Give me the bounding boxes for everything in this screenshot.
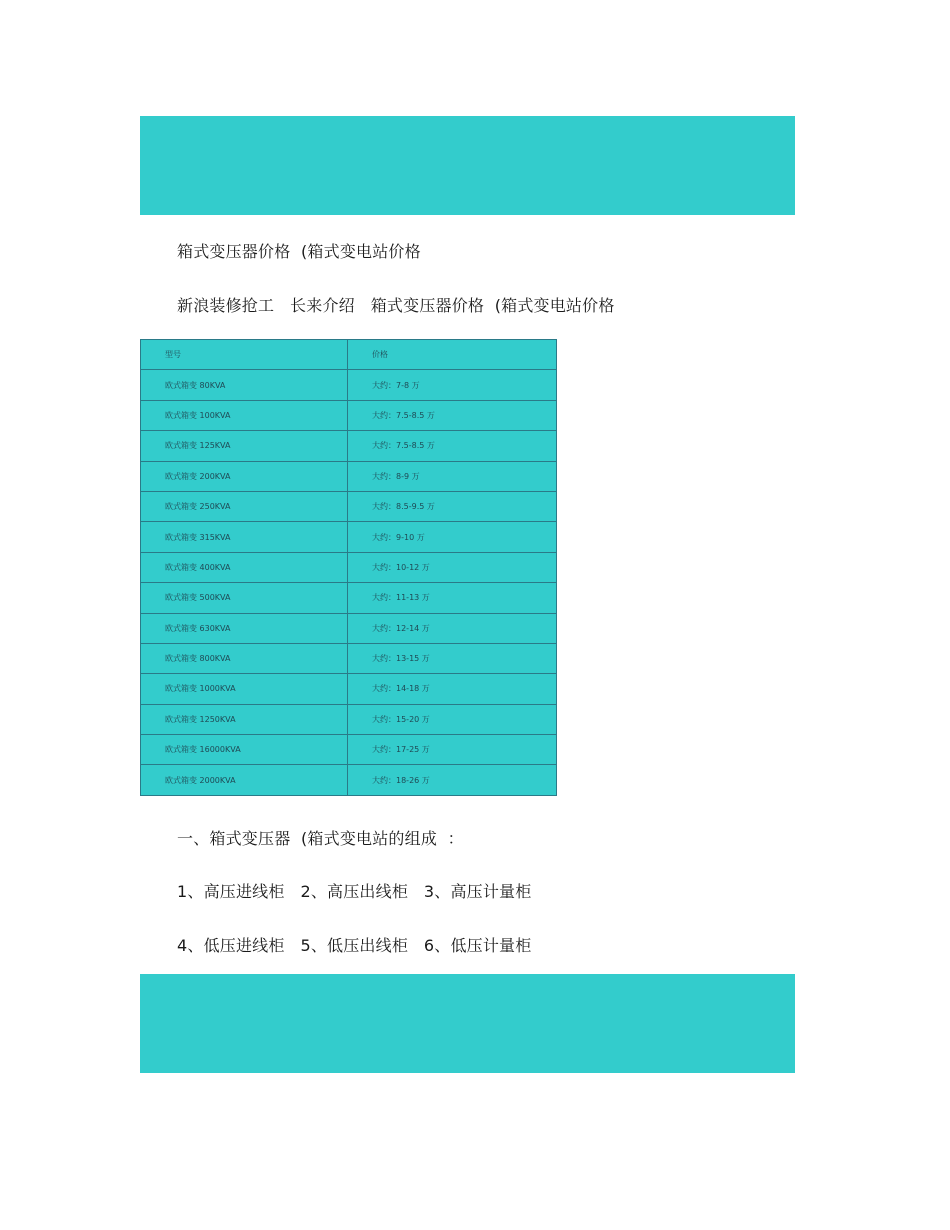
cell-model: 欧式箱变 16000KVA xyxy=(141,735,348,765)
table-row xyxy=(141,674,557,704)
table-row xyxy=(141,583,557,613)
table-row xyxy=(141,400,557,430)
bottom-banner xyxy=(140,974,795,1073)
table-row xyxy=(141,552,557,582)
cell-price: 大约：18-26 万 xyxy=(348,765,557,795)
document-subtitle: 新浪装修抢工 长来介绍 箱式变压器价格 (箱式变电站价格 xyxy=(177,296,615,315)
cell-model: 欧式箱变 2000KVA xyxy=(141,765,348,795)
cell-price: 大约：15-20 万 xyxy=(348,704,557,734)
table-row xyxy=(141,613,557,643)
cell-model: 欧式箱变 1250KVA xyxy=(141,704,348,734)
cell-price: 大约：13-15 万 xyxy=(348,643,557,673)
cell-price: 大约：12-14 万 xyxy=(348,613,557,643)
components-line-1: 1、高压进线柜 2、高压出线柜 3、高压计量柜 xyxy=(177,882,532,901)
cell-price: 大约：7.5-8.5 万 xyxy=(348,400,557,430)
table-header-row xyxy=(141,340,557,370)
document-title: 箱式变压器价格 (箱式变电站价格 xyxy=(177,242,421,261)
cell-model: 欧式箱变 250KVA xyxy=(141,491,348,521)
components-line-2: 4、低压进线柜 5、低压出线柜 6、低压计量柜 xyxy=(177,936,532,955)
table-row xyxy=(141,461,557,491)
cell-price: 大约：17-25 万 xyxy=(348,735,557,765)
column-header-model: 型号 xyxy=(141,340,348,370)
cell-price: 大约：8-9 万 xyxy=(348,461,557,491)
table-row xyxy=(141,431,557,461)
cell-price: 大约：7-8 万 xyxy=(348,370,557,400)
table-row xyxy=(141,370,557,400)
cell-model: 欧式箱变 630KVA xyxy=(141,613,348,643)
cell-price: 大约：10-12 万 xyxy=(348,552,557,582)
cell-model: 欧式箱变 200KVA xyxy=(141,461,348,491)
cell-model: 欧式箱变 1000KVA xyxy=(141,674,348,704)
table-row xyxy=(141,704,557,734)
price-table xyxy=(140,339,557,796)
cell-price: 大约：9-10 万 xyxy=(348,522,557,552)
cell-model: 欧式箱变 800KVA xyxy=(141,643,348,673)
table-row xyxy=(141,765,557,795)
cell-price: 大约：14-18 万 xyxy=(348,674,557,704)
column-header-price: 价格 xyxy=(348,340,557,370)
cell-model: 欧式箱变 125KVA xyxy=(141,431,348,461)
table-row xyxy=(141,491,557,521)
table-row xyxy=(141,643,557,673)
cell-model: 欧式箱变 315KVA xyxy=(141,522,348,552)
cell-price: 大约：8.5-9.5 万 xyxy=(348,491,557,521)
cell-model: 欧式箱变 100KVA xyxy=(141,400,348,430)
top-banner xyxy=(140,116,795,215)
cell-model: 欧式箱变 80KVA xyxy=(141,370,348,400)
cell-model: 欧式箱变 500KVA xyxy=(141,583,348,613)
table-row xyxy=(141,522,557,552)
cell-price: 大约：11-13 万 xyxy=(348,583,557,613)
table-row xyxy=(141,735,557,765)
section-heading: 一、箱式变压器 (箱式变电站的组成 ： xyxy=(177,829,464,848)
cell-price: 大约：7.5-8.5 万 xyxy=(348,431,557,461)
cell-model: 欧式箱变 400KVA xyxy=(141,552,348,582)
